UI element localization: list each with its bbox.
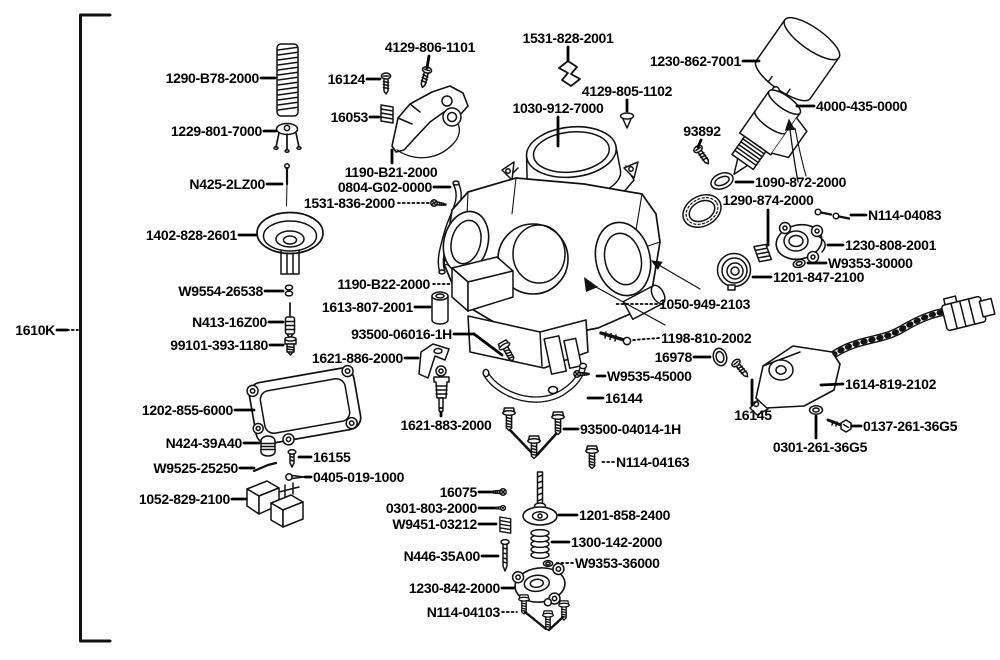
part-label-n425-2lz00: N425-2LZ00 xyxy=(189,176,265,192)
part-spring-16053 xyxy=(381,105,393,123)
part-label-n114-04103: N114-04103 xyxy=(426,604,500,620)
part-label-w9525-25250: W9525-25250 xyxy=(153,460,238,476)
part-float xyxy=(247,481,303,527)
part-label-w9353-30000: W9353-30000 xyxy=(828,255,913,271)
part-label-1201-847-2100: 1201-847-2100 xyxy=(773,269,865,285)
part-label-w9535-45000: W9535-45000 xyxy=(607,368,692,384)
part-throttle-lever xyxy=(392,86,468,158)
part-label-w9451-03212: W9451-03212 xyxy=(392,516,477,532)
part-screw-4129-806 xyxy=(418,66,432,89)
leader-line xyxy=(821,384,843,385)
part-label-1030-912-7000: 1030-912-7000 xyxy=(512,100,604,116)
part-nut-0301-261 xyxy=(810,406,823,414)
part-label-0405-019-1000: 0405-019-1000 xyxy=(313,469,405,485)
part-label-1614-819-2102: 1614-819-2102 xyxy=(845,376,937,392)
part-screw-16155 xyxy=(288,450,296,467)
part-label-4129-806-1101: 4129-806-1101 xyxy=(384,39,476,55)
part-needle-jet-set xyxy=(285,285,296,355)
part-screw-16124 xyxy=(381,73,390,94)
part-label-1531-836-2000: 1531-836-2000 xyxy=(303,195,395,211)
part-label-99101-393-1180: 99101-393-1180 xyxy=(170,337,268,353)
leader-line xyxy=(633,338,659,340)
part-harness-connector xyxy=(940,288,996,331)
part-choke-cover xyxy=(773,221,825,264)
part-label-n413-16z00: N413-16Z00 xyxy=(192,314,267,330)
part-screw-16145 xyxy=(731,358,752,380)
part-bolt-n114-04163 xyxy=(586,446,598,469)
part-diaphragm xyxy=(257,213,323,275)
part-label-1621-886-2000: 1621-886-2000 xyxy=(311,350,403,366)
part-screw-4129-805 xyxy=(621,113,634,128)
part-label-1190-b21-2000: 1190-B21-2000 xyxy=(344,164,438,180)
part-rubber-plug xyxy=(261,436,275,456)
part-label-w9554-26538: W9554-26538 xyxy=(178,283,263,299)
part-carburetor-body xyxy=(437,122,700,393)
part-label-0137-261-36g5: 0137-261-36G5 xyxy=(863,418,958,434)
part-label-1050-949-2103: 1050-949-2103 xyxy=(659,296,751,312)
part-label-n114-04163: N114-04163 xyxy=(616,454,690,470)
part-label-16155: 16155 xyxy=(313,449,351,465)
part-label-w9353-36000: W9353-36000 xyxy=(575,555,660,571)
part-label-1090-872-2000: 1090-872-2000 xyxy=(755,174,847,190)
part-screw-1198 xyxy=(601,332,631,345)
part-label-1229-801-7000: 1229-801-7000 xyxy=(170,123,262,139)
part-label-16075: 16075 xyxy=(439,484,477,500)
part-label-93892: 93892 xyxy=(683,123,721,139)
part-screw-93892 xyxy=(693,144,713,166)
part-label-1230-862-7001: 1230-862-7001 xyxy=(649,53,741,69)
part-bolts-93500-04014 xyxy=(503,408,564,459)
part-label-1531-828-2001: 1531-828-2001 xyxy=(522,30,614,46)
part-label-0301-261-36g5: 0301-261-36G5 xyxy=(772,439,868,455)
part-label-n114-04083: N114-04083 xyxy=(868,207,942,223)
part-slide-spring xyxy=(277,44,298,116)
part-needle-valve-set xyxy=(523,472,557,566)
part-label-1052-829-2100: 1052-829-2100 xyxy=(138,491,230,507)
part-cable-clamp xyxy=(559,61,580,86)
part-tps-sensor xyxy=(750,288,996,415)
part-label-0804-g02-0000: 0804-G02-0000 xyxy=(337,179,432,195)
part-label-1230-842-2000: 1230-842-2000 xyxy=(408,580,500,596)
part-label-93500-04014-1h: 93500-04014-1H xyxy=(580,421,681,437)
part-spring-seat xyxy=(274,124,301,153)
part-pipe-1613 xyxy=(432,292,448,324)
part-label-4000-435-0000: 4000-435-0000 xyxy=(816,98,908,114)
part-label-1290-b78-2000: 1290-B78-2000 xyxy=(165,70,259,86)
part-pin-0405 xyxy=(286,474,304,480)
part-label-16053: 16053 xyxy=(330,109,368,125)
part-label-1230-808-2001: 1230-808-2001 xyxy=(845,237,937,253)
part-oring-16978 xyxy=(711,347,728,367)
group-bracket-1610k xyxy=(81,15,111,641)
part-label-n424-39a40: N424-39A40 xyxy=(165,435,242,451)
part-label-16124: 16124 xyxy=(327,71,365,87)
part-float-pin xyxy=(254,463,276,471)
part-oring-1090 xyxy=(709,170,736,193)
part-screw-1531-836 xyxy=(430,199,446,207)
part-label-0301-803-2000: 0301-803-2000 xyxy=(385,500,477,516)
part-sensor-1621-883 xyxy=(434,366,449,412)
part-label-1201-858-2400: 1201-858-2400 xyxy=(579,507,671,523)
part-vacuum-piston xyxy=(718,254,751,291)
part-fuel-hose xyxy=(483,363,586,399)
part-label-16144: 16144 xyxy=(605,390,643,406)
part-oval-gasket xyxy=(677,188,726,233)
part-label-1202-855-6000: 1202-855-6000 xyxy=(141,402,233,418)
part-label-16145: 16145 xyxy=(734,407,772,423)
part-label-4129-805-1102: 4129-805-1102 xyxy=(581,83,673,99)
part-top-cap xyxy=(747,11,846,112)
part-label-93500-06016-1h: 93500-06016-1H xyxy=(351,326,452,342)
part-label-1190-b22-2000: 1190-B22-2000 xyxy=(337,276,430,292)
part-label-1610k: 1610K xyxy=(15,322,55,338)
part-jet-needle xyxy=(285,164,289,206)
part-bolt-0137 xyxy=(828,420,851,432)
part-label-1290-874-2000: 1290-874-2000 xyxy=(722,192,814,208)
part-label-16978: 16978 xyxy=(654,349,692,365)
part-label-n446-35a00: N446-35A00 xyxy=(403,548,480,564)
part-label-1621-883-2000: 1621-883-2000 xyxy=(400,417,492,433)
part-label-1402-828-2601: 1402-828-2601 xyxy=(145,227,237,243)
part-screws-n114-04083 xyxy=(815,209,849,219)
leader-line xyxy=(427,56,429,68)
part-pilot-screw-set xyxy=(491,489,511,571)
part-label-1613-807-2001: 1613-807-2001 xyxy=(321,299,413,315)
part-label-1300-142-2000: 1300-142-2000 xyxy=(571,534,663,550)
part-label-1198-810-2002: 1198-810-2002 xyxy=(661,330,752,346)
